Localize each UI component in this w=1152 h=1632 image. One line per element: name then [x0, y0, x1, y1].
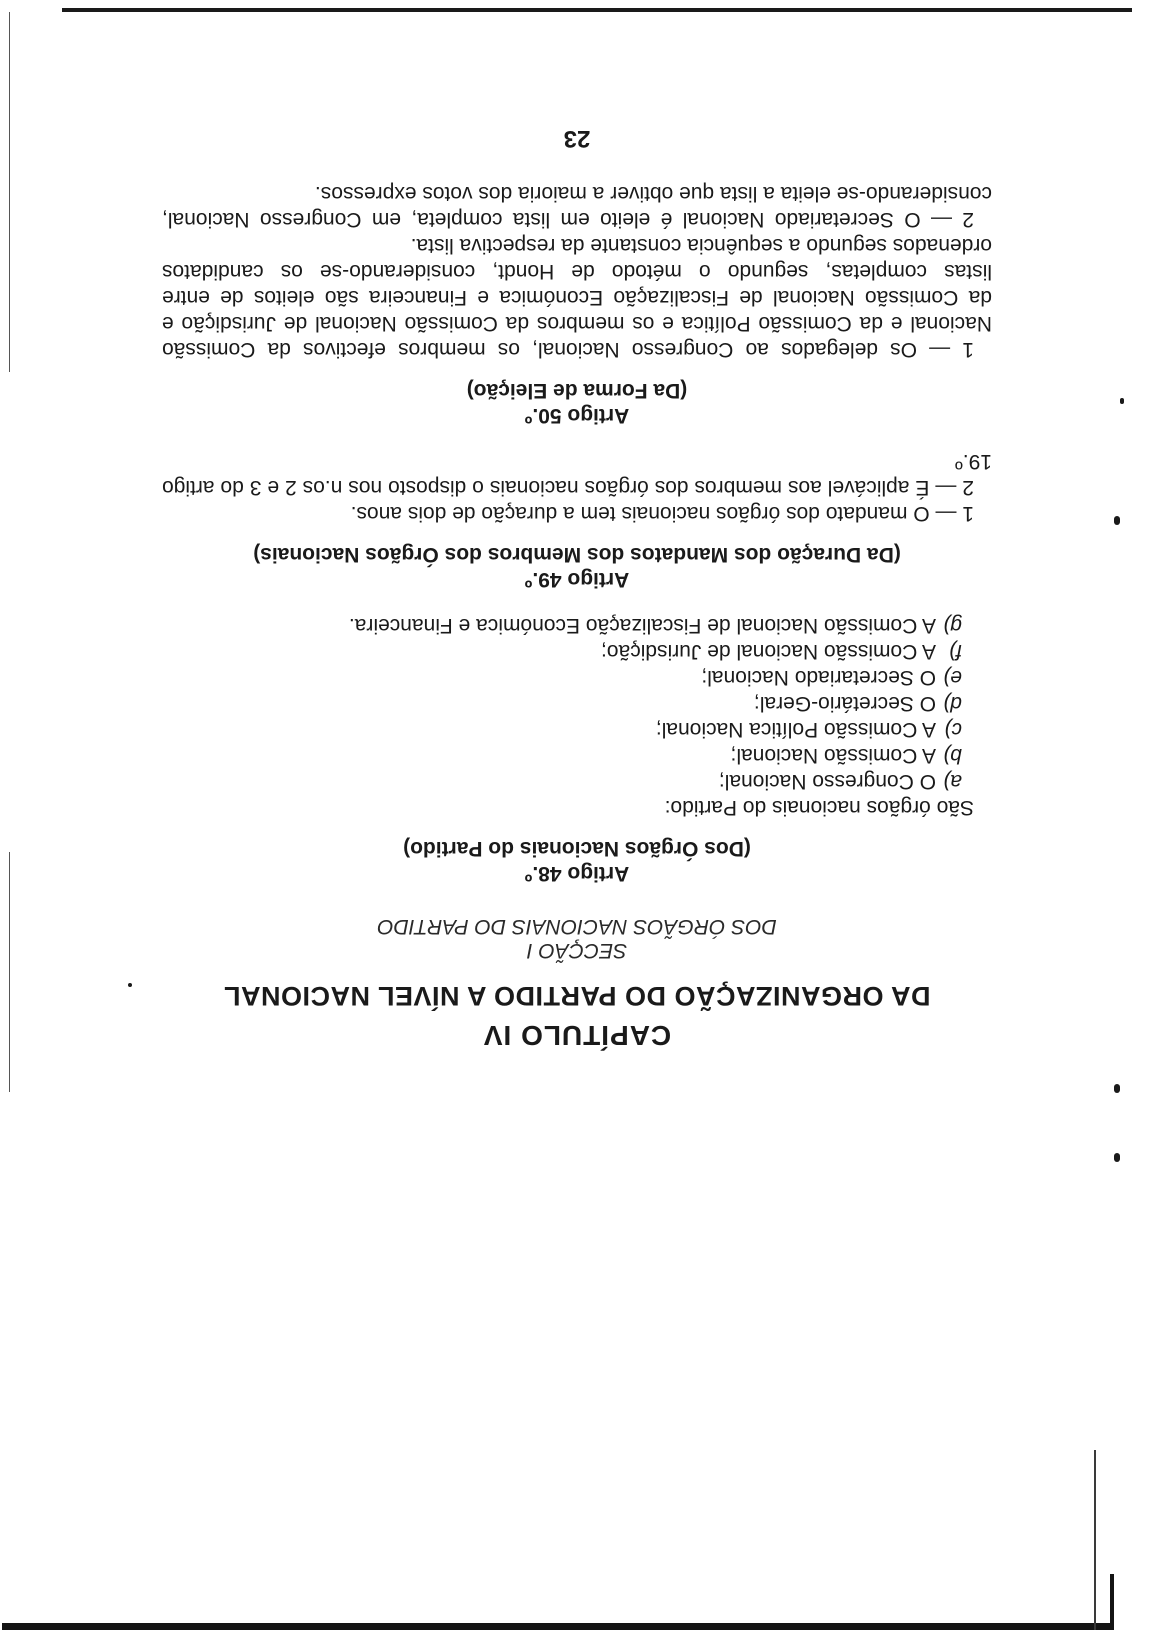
article-heading: (Da Forma de Eleição): [466, 379, 688, 402]
scan-edge-line: [9, 12, 10, 372]
list-marker: d): [943, 692, 962, 715]
list-item-text: O Secretariado Nacional;: [701, 666, 936, 689]
list-item-text: A Comissão Nacional de Jurisdição;: [601, 640, 936, 663]
list-item: [162, 716, 962, 742]
article-50: [162, 180, 992, 428]
list-item-text: O Congresso Nacional;: [718, 770, 936, 793]
scan-border-top: [2, 1623, 1112, 1630]
list-item-text: O Secretário-Geral;: [753, 692, 936, 715]
article-paragraph: 2 — É aplicável aos membros dos órgãos nacionais o disposto nos n.os 2 e 3 do artigo 19.º: [162, 450, 992, 499]
article-number: Artigo 49.º: [524, 568, 630, 591]
list-marker: a): [943, 770, 962, 793]
scan-border-corner: [1110, 1574, 1114, 1630]
article-48: [162, 612, 992, 886]
article-number: Artigo 50.º: [524, 404, 630, 427]
article-intro: São órgãos nacionais do Partido:: [664, 796, 974, 819]
scan-speck: [1114, 1153, 1120, 1162]
page-number: 23: [563, 125, 591, 152]
scan-speck: [1120, 398, 1124, 404]
scan-border-bottom: [62, 8, 1132, 12]
organ-list: [162, 612, 992, 794]
page-content: [162, 124, 992, 1054]
chapter-title: DA ORGANIZAÇÃO DO PARTIDO A NÍVEL NACIONAL: [223, 981, 931, 1011]
list-marker: b): [943, 744, 962, 767]
list-marker: f): [949, 640, 962, 663]
list-marker: c): [944, 718, 962, 741]
list-item-text: A Comissão Nacional;: [730, 744, 936, 767]
list-item: [162, 690, 962, 716]
list-marker: g): [943, 614, 962, 637]
list-item-text: A Comissão Nacional de Fiscalização Económica e Financeira.: [348, 614, 936, 637]
list-item: [162, 742, 962, 768]
list-item: [162, 638, 962, 664]
article-paragraph: 1 — O mandato dos órgãos nacionais tem a duração de dois anos.: [350, 502, 974, 525]
scan-edge-line: [1094, 1450, 1096, 1630]
scan-edge-line: [9, 852, 10, 1092]
list-item-text: A Comissão Política Nacional;: [655, 718, 936, 741]
article-paragraph: 2 — O Secretariado Nacional é eleito em lista completa, em Congresso Nacional, considerando-se eleita a lista que obtiver a maioria dos votos expressos.: [162, 182, 992, 231]
chapter-label: CAPÍTULO IV: [482, 1020, 672, 1051]
section-title: DOS ÓRGÃOS NACIONAIS DO PARTIDO: [377, 915, 777, 938]
scan-speck: [1114, 516, 1120, 525]
list-item: [162, 768, 962, 794]
article-heading: (Dos Órgãos Nacionais do Partido): [403, 837, 751, 860]
article-heading: (Da Duração dos Mandatos dos Membros dos Órgãos Nacionais): [253, 543, 901, 566]
scan-speck: [128, 983, 132, 987]
list-item: [162, 612, 962, 638]
article-number: Artigo 48.º: [524, 862, 630, 885]
list-marker: e): [943, 666, 962, 689]
article-49: [162, 448, 992, 592]
scan-speck: [1114, 1084, 1120, 1093]
section-label: SECÇÃO I: [526, 939, 628, 962]
list-item: [162, 664, 962, 690]
article-paragraph: 1 — Os delegados ao Congresso Nacional, os membros efectivos da Comissão Nacional e da Comissão Política e os membros da Comissão Nacional de Jurisdição e da Comissão Nacional de Fiscalização Económica e Financeira são eleitos de entre listas completas, segundo o método de Hondt, considerando-se os candidatos ordenados segundo a sequência constante da respectiva lista.: [162, 234, 992, 361]
